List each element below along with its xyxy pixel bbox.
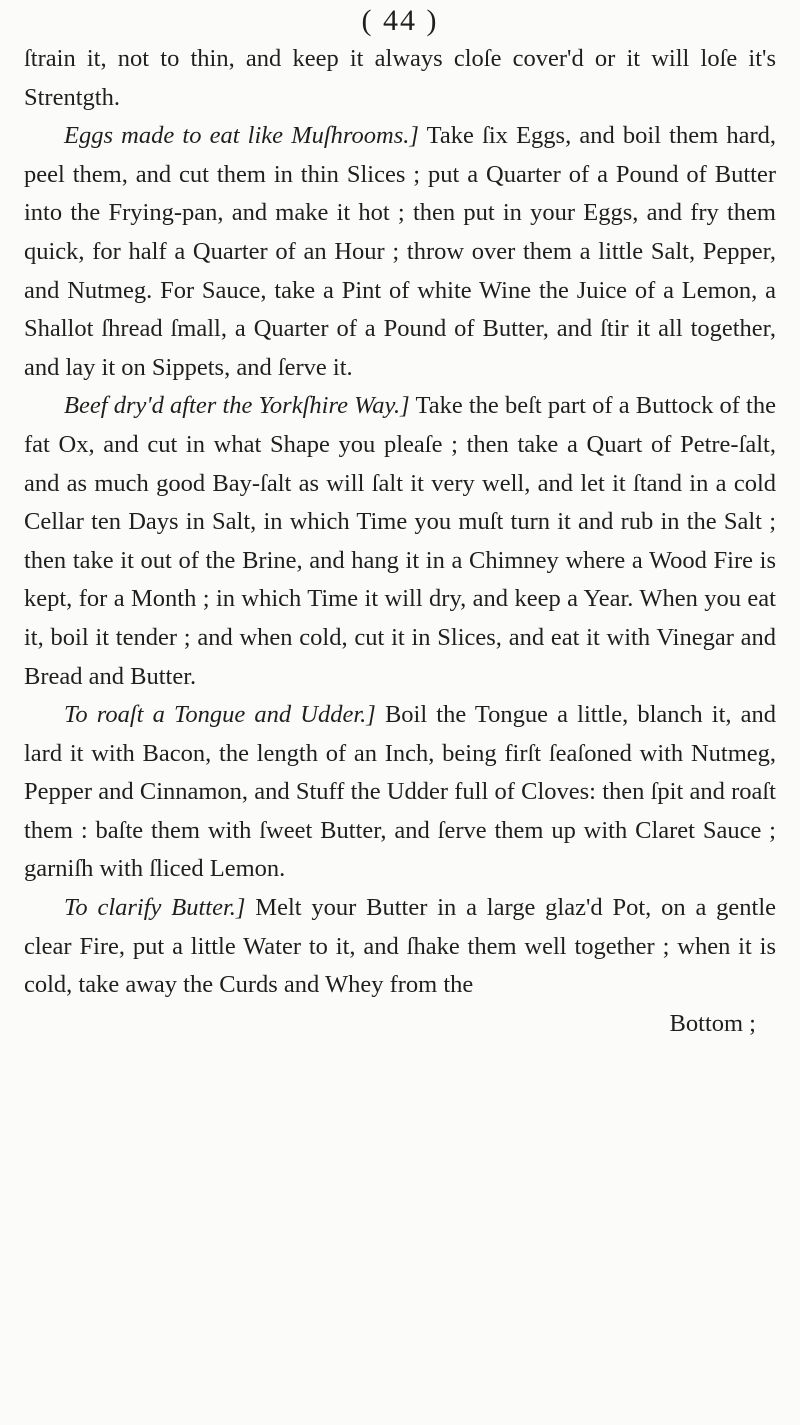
recipe-body: Boil the Tongue a little, blanch it, and lard it with Bacon, the length of an Inch, being firſt ſeaſoned with Nutmeg, Pepper and Cinnamon, and Stuff the Udder full of Cloves: then ſpit and roaſt them : baſte them with ſweet Butter, and ſerve them up with Claret Sauce ; garniſh with ſliced Lemon. [24, 701, 777, 883]
recipe-body: Take ſix Eggs, and boil them hard, peel them, and cut them in thin Slices ; put a Quarter of a Pound of Butter into the Frying-pan, and make it hot ; then put in your Eggs, and fry them quick, for half a Quarter of an Hour ; throw over them a little Salt, Pepper, and Nutmeg. For Sauce, take a Pint of white Wine the Juice of a Lemon, a Shallot ſhread ſmall, a Quarter of a Pound of Butter, and ſtir it all together, and lay it on Sippets, and ſerve it. [24, 122, 776, 381]
recipe-clarify-butter [24, 889, 776, 1005]
recipe-beef-yorkshire [24, 387, 776, 696]
recipe-title: To roaſt a Tongue and Udder.] [64, 701, 376, 729]
recipe-title: Beef dry'd after the Yorkſhire Way.] [64, 392, 410, 420]
recipe-body: Melt your Butter in a large glaz'd Pot, on a gentle clear Fire, put a little Water to it, and ſhake them well together ; when it is cold, take away the Curds and Whey from the [24, 894, 777, 999]
recipe-text [24, 40, 776, 1043]
catchword: Bottom ; [669, 1009, 756, 1037]
paragraph-text: ſtrain it, not to thin, and keep it always cloſe cover'd or it will loſe it's Strentgth. [24, 45, 776, 111]
recipe-roast-tongue-udder [24, 696, 776, 889]
recipe-title: To clarify Butter.] [64, 894, 246, 922]
page-number: ( 44 ) [361, 4, 439, 37]
recipe-body: Take the beſt part of a Buttock of the fat Ox, and cut in what Shape you pleaſe ; then take a Quart of Petre-ſalt, and as much good Bay-ſalt as will ſalt it very well, and let it ſtand in a cold Cellar ten Days in Salt, in which Time you muſt turn it and rub in the Salt ; then take it out of the Brine, and hang it in a Chimney where a Wood Fire is kept, for a Month ; in which Time it will dry, and keep a Year. When you eat it, boil it tender ; and when cold, cut it in Slices, and eat it with Vinegar and Bread and Butter. [24, 392, 776, 690]
paragraph-continuation [24, 40, 776, 117]
recipe-title: Eggs made to eat like Muſhrooms.] [64, 122, 419, 150]
recipe-eggs-like-mushrooms [24, 117, 776, 387]
